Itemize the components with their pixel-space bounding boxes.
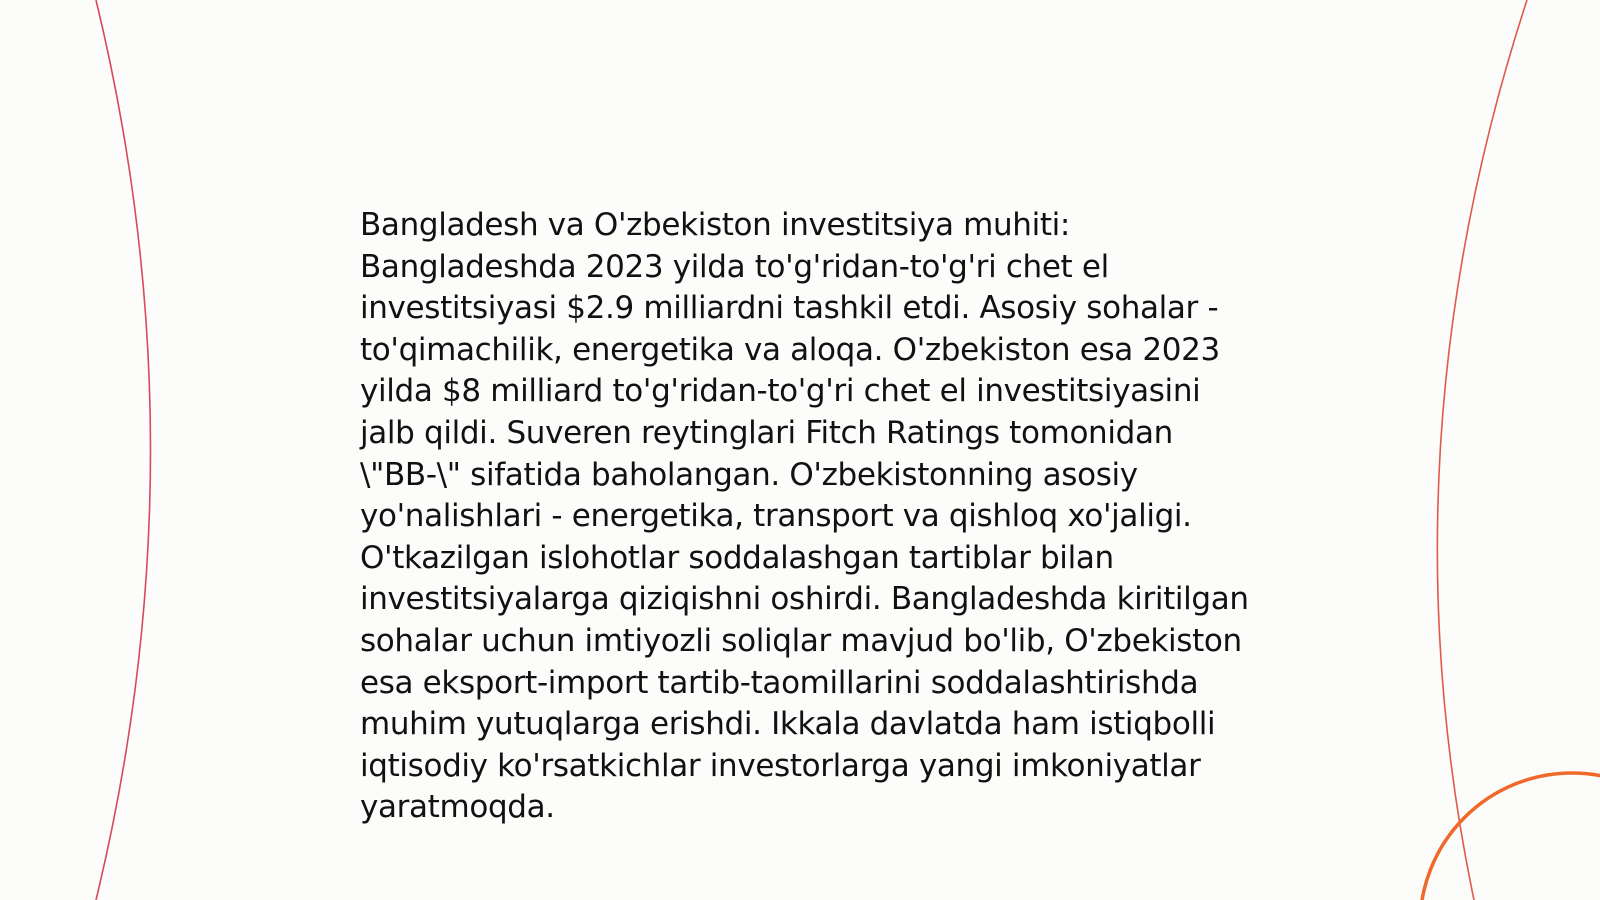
slide-body-text: Bangladesh va O'zbekiston investitsiya muhiti: Bangladeshda 2023 yilda to'g'ridan-to'g'ri chet el investitsiyasi $2.9 milliardni tashkil etdi. Asosiy sohalar - to'qimachilik, energetika va aloqa. O'zbekiston esa 2023 yilda $8 milliard to'g'ridan-to'g'ri chet el investitsiyasini jalb qildi. Suveren reytinglari Fitch Ratings tomonidan \"BB-\" sifatida baholangan. O'zbekistonning asosiy yo'nalishlari - energetika, transport va qishloq xo'jaligi. O'tkazilgan islohotlar soddalashgan tartiblar bilan investitsiyalarga qiziqishni oshirdi. Bangladeshda kiritilgan sohalar uchun imtiyozli soliqlar mavjud bo'lib, O'zbekiston esa eksport-import tartib-taomillarini soddalashtirishda muhim yutuqlarga erishdi. Ikkala davlatda ham istiqbolli iqtisodiy ko'rsatkichlar investorlarga yangi imkoniyatlar yaratmoqda. — [360, 207, 1249, 826]
left-arc-line — [96, 0, 151, 900]
right-arc-line — [1437, 0, 1527, 900]
corner-circle — [1420, 773, 1600, 900]
